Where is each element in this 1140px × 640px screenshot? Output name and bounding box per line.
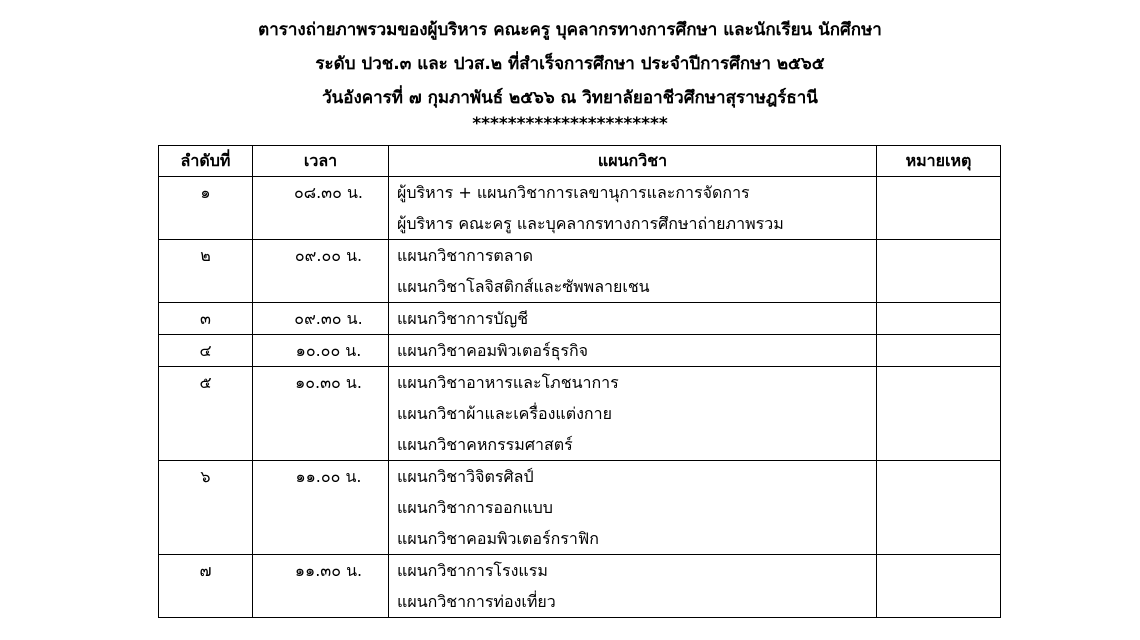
remark-text [877, 303, 1000, 334]
cell-department [389, 240, 877, 303]
cell-department [389, 177, 877, 240]
order-number: ๔ [199, 341, 212, 360]
cell-remark [877, 335, 1001, 367]
column-header-time: เวลา [253, 146, 389, 177]
table-row [159, 367, 1001, 461]
cell-time [253, 303, 389, 335]
department-name: แผนกวิชาผ้าและเครื่องแต่งกาย [397, 404, 612, 423]
time-value: ๐๘.๓๐ น. [293, 183, 363, 202]
cell-time [253, 367, 389, 461]
department-name: แผนกวิชาอาหารและโภชนาการ [397, 373, 619, 392]
cell-remark [877, 303, 1001, 335]
time-value: ๐๙.๓๐ น. [294, 309, 363, 328]
doc-title-line3: วันอังคารที่ ๗ กุมภาพันธ์ ๒๕๖๖ ณ วิทยาลัยอาชีวศึกษาสุราษฎร์ธานี [322, 88, 818, 108]
order-number: ๑ [200, 183, 211, 202]
cell-remark [877, 555, 1001, 618]
cell-order [159, 303, 253, 335]
cell-order [159, 367, 253, 461]
time-value: ๐๙.๐๐ น. [294, 246, 363, 265]
remark-text [877, 461, 1000, 492]
cell-remark [877, 177, 1001, 240]
cell-remark [877, 367, 1001, 461]
doc-title-line1: ตารางถ่ายภาพรวมของผู้บริหาร คณะครู บุคลากรทางการศึกษา และนักเรียน นักศึกษา [258, 20, 882, 40]
table-row [159, 303, 1001, 335]
department-name: แผนกวิชาการตลาด [397, 246, 533, 265]
cell-time [253, 177, 389, 240]
schedule-table [158, 145, 1001, 618]
cell-time [253, 240, 389, 303]
time-value: ๑๑.๐๐ น. [295, 467, 362, 486]
time-value: ๑๐.๓๐ น. [295, 373, 362, 392]
cell-department [389, 461, 877, 555]
order-number: ๓ [200, 309, 211, 328]
cell-remark [877, 240, 1001, 303]
cell-order [159, 335, 253, 367]
department-name: แผนกวิชาการออกแบบ [397, 498, 553, 517]
time-value: ๑๐.๐๐ น. [295, 341, 362, 360]
remark-text [877, 335, 1000, 366]
doc-title-line2: ระดับ ปวช.๓ และ ปวส.๒ ที่สำเร็จการศึกษา ประจำปีการศึกษา ๒๕๖๕ [315, 54, 825, 74]
remark-text [877, 555, 1000, 586]
department-name: แผนกวิชาคอมพิวเตอร์กราฟิก [397, 529, 599, 548]
remark-text [877, 367, 1000, 398]
remark-text [877, 240, 1000, 271]
cell-order [159, 461, 253, 555]
cell-department [389, 335, 877, 367]
cell-remark [877, 461, 1001, 555]
cell-order [159, 177, 253, 240]
department-name: ผู้บริหาร คณะครู และบุคลากรทางการศึกษาถ่ายภาพรวม [397, 214, 784, 233]
department-name: แผนกวิชาการโรงแรม [397, 561, 548, 580]
cell-order [159, 240, 253, 303]
column-header-order: ลำดับที่ [159, 146, 253, 177]
department-name: ผู้บริหาร + แผนกวิชาการเลขานุการและการจัดการ [397, 183, 750, 202]
order-number: ๖ [200, 467, 211, 486]
department-name: แผนกวิชาโลจิสติกส์และซัพพลายเชน [397, 277, 650, 296]
asterisk-divider: ********************** [472, 114, 668, 134]
cell-time [253, 461, 389, 555]
table-header-row [159, 146, 1001, 177]
department-name: แผนกวิชาการท่องเที่ยว [397, 592, 556, 611]
order-number: ๕ [199, 373, 212, 392]
cell-department [389, 303, 877, 335]
order-number: ๒ [200, 246, 211, 265]
department-name: แผนกวิชาคอมพิวเตอร์ธุรกิจ [397, 341, 589, 360]
table-row [159, 461, 1001, 555]
table-row [159, 240, 1001, 303]
order-number: ๗ [199, 561, 212, 580]
cell-department [389, 555, 877, 618]
cell-order [159, 555, 253, 618]
department-name: แผนกวิชาการบัญชี [397, 309, 529, 328]
column-header-remark: หมายเหตุ [877, 146, 1001, 177]
department-name: แผนกวิชาวิจิตรศิลป์ [397, 467, 534, 486]
time-value: ๑๑.๓๐ น. [294, 561, 363, 580]
column-header-department: แผนกวิชา [389, 146, 877, 177]
table-row [159, 555, 1001, 618]
remark-text [877, 177, 1000, 208]
cell-time [253, 555, 389, 618]
cell-department [389, 367, 877, 461]
cell-time [253, 335, 389, 367]
department-name: แผนกวิชาคหกรรมศาสตร์ [397, 435, 573, 454]
table-row [159, 177, 1001, 240]
table-row [159, 335, 1001, 367]
